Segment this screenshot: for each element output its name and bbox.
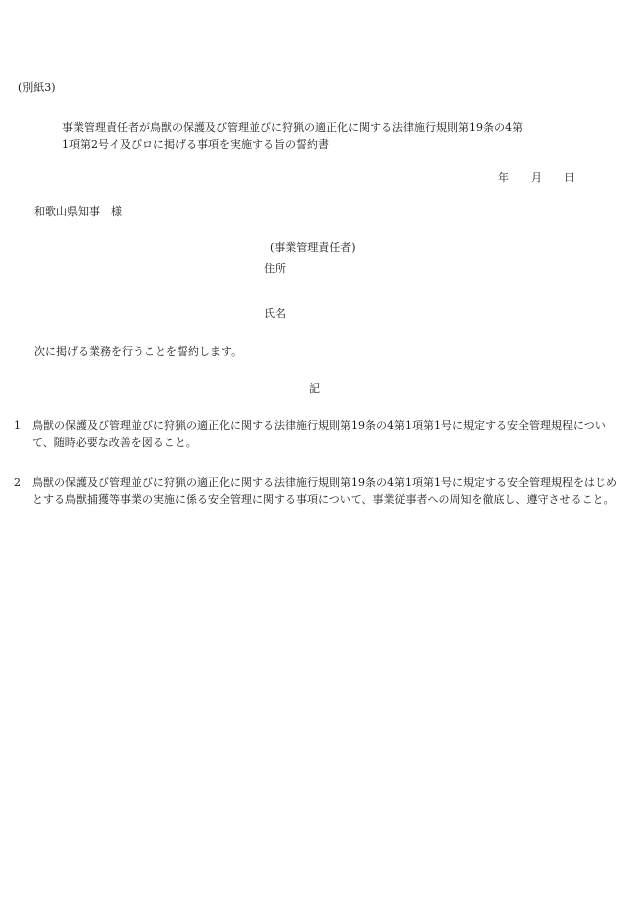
address-label: 住所 — [264, 262, 286, 275]
name-label: 氏名 — [264, 307, 286, 320]
item-text: 鳥獣の保護及び管理並びに狩猟の適正化に関する法律施行規則第19条の4第1項第1号に規定する安全管理規程について、随時必要な改善を図ること。 — [32, 419, 606, 449]
date-line — [498, 171, 575, 185]
document-title-line-2: 1項第2号イ及びロに掲げる事項を実施する旨の誓約書 — [62, 138, 329, 151]
ki-heading: 記 — [309, 382, 320, 395]
date-month: 月 — [531, 171, 542, 184]
item-number: 1 — [14, 419, 21, 432]
list-item — [14, 417, 618, 451]
document-title-line-1: 事業管理責任者が鳥獣の保護及び管理並びに狩猟の適正化に関する法律施行規則第19条の4第 — [62, 121, 523, 134]
list-item — [14, 474, 618, 508]
date-day: 日 — [564, 171, 575, 184]
date-year: 年 — [498, 171, 509, 184]
pledge-text: 次に掲げる業務を行うことを誓約します。 — [34, 345, 243, 358]
signer-role: (事業管理責任者) — [270, 241, 356, 254]
addressee: 和歌山県知事 様 — [34, 205, 122, 218]
annex-label: (別紙3) — [18, 81, 56, 94]
item-number: 2 — [14, 476, 21, 489]
item-text: 鳥獣の保護及び管理並びに狩猟の適正化に関する法律施行規則第19条の4第1項第1号に規定する安全管理規程をはじめとする鳥獣捕獲等事業の実施に係る安全管理に関する事項について、事業従事者への周知を徹底し、遵守させること。 — [32, 476, 617, 506]
